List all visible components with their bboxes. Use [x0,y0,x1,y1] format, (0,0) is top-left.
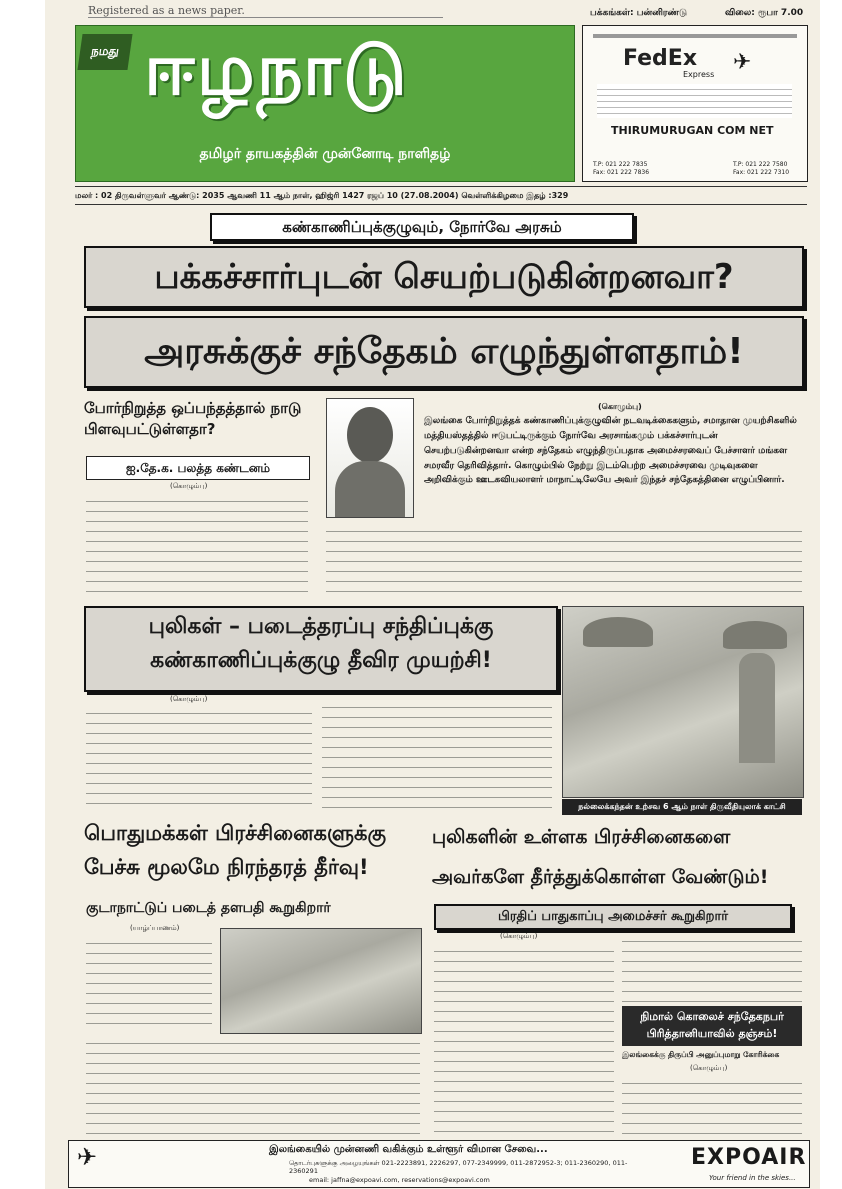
public-body-col1 [86,934,212,1030]
lead-body [326,522,802,594]
ad-contact: தொடர்புகளுக்கு அழையுங்கள் 021-2223891, 2226297, 077-2349999, 011-2872952-3; 011-2360290, 011-2360291 [289,1159,628,1176]
ad-text-lines [597,84,792,118]
tigers-dateline: (கொழும்பு) [170,695,208,703]
ceasefire-dateline: (கொழும்பு) [170,482,208,490]
temple-festival-photo [562,606,804,798]
page-count: பக்கங்கள்: பன்னிரண்டு [590,8,688,18]
expoair-brand: EXPOAIR [691,1145,807,1170]
photo-caption: நல்லைக்கந்தன் உற்சவ 6 ஆம் நாள் திருவீதியுலாக் காட்சி [562,799,802,815]
internal-headline-1: புலிகளின் உள்ளக பிரச்சினைகளை [432,826,731,848]
ad-fax: Fax: 021 222 7836 [593,169,650,176]
internal-dateline: (கொழும்பு) [500,932,538,940]
public-headline-2: பேச்சு மூலமே நிரந்தரத் தீர்வு! [84,855,369,879]
aircraft-icon: ✈ [77,1143,98,1171]
public-headline-1: பொதுமக்கள் பிரச்சினைகளுக்கு [84,821,386,845]
logo-prefix: நமது [77,34,132,70]
internal-subhead: பிரதிப் பாதுகாப்பு அமைச்சர் கூறுகிறார் [434,904,792,930]
ceasefire-subhead: ஐ.தே.க. பலத்த கண்டனம் [86,456,310,480]
public-body-bottom [86,1034,420,1134]
tigers-headline-1: புலிகள் – படைத்தரப்பு சந்திப்புக்கு [148,614,494,639]
nimal-headline-2: பிரித்தானியாவில் தஞ்சம்! [646,1027,778,1040]
lead-headline-2: அரசுக்குச் சந்தேகம் எழுந்துள்ளதாம்! [84,316,804,388]
ad-phone1: T.P: 021 222 7835 [593,161,648,168]
internal-body-col1 [434,942,614,1134]
lead-kicker: கண்காணிப்புக்குழுவும், நோர்வே அரசும் [210,213,634,241]
plane-icon: ✈ [733,50,752,75]
expoair-ad [68,1140,810,1188]
lead-dateline: (கொழும்பு) [598,402,642,411]
ad-company: THIRUMURUGAN COM NET [611,124,774,137]
nimal-dateline: (கொழும்பு) [690,1064,728,1072]
expoair-slogan: Your friend in the skies... [709,1174,796,1182]
nimal-headline-1: நிமால் கொலைச் சந்தேகநபர் [640,1010,784,1023]
tigers-headline-box [84,606,558,692]
commander-photo [220,928,422,1034]
ad-phone2: T.P: 021 222 7580 [733,161,788,168]
issue-dateline: மலர் : 02 திருவள்ளுவர் ஆண்டு: 2035 ஆவணி 11 ஆம் நாள், ஹிஜ்ரி 1427 ரஜப் 10 (27.08.2004) வெள்ளிக்கிழமை இதழ் :329 [75,186,807,205]
logo-title: ஈழநாடு [144,26,409,111]
fedex-ad [582,25,808,182]
ceasefire-headline: போர்நிறுத்த ஒப்பந்தத்தால் நாடு பிளவுபட்டுள்ளதா? [84,399,302,438]
tagline: தமிழர் தாயகத்தின் முன்னோடி நாளிதழ் [199,146,451,162]
fedex-sub: Express [683,70,715,79]
masthead-banner [75,25,575,182]
public-dateline: (யாழ்ப்பாணம்) [130,924,180,932]
nimal-headline-box [622,1006,802,1046]
public-subhead: குடாநாட்டுப் படைத் தளபதி கூறுகிறார் [86,900,331,916]
ad-fax2: Fax: 021 222 7310 [733,169,790,176]
internal-headline-2: அவர்களே தீர்த்துக்கொள்ள வேண்டும்! [432,866,769,888]
ad-title: இலங்கையில் முன்னணி வகிக்கும் உள்ளூர் விமான சேவை... [269,1144,548,1155]
registration-note: Registered as a news paper. [88,4,245,17]
ad-email: email: jaffna@expoavi.com, reservations@expoavi.com [309,1176,490,1184]
nimal-body [622,1074,802,1134]
photo-deity [739,653,775,763]
minister-photo [326,398,414,518]
tigers-headline-2: கண்காணிப்புக்குழு தீவிர முயற்சி! [150,648,492,673]
tigers-body-col2 [322,698,552,808]
photo-head [347,407,393,463]
ad-rule [593,34,797,38]
fedex-logo: FedEx [623,46,698,71]
tigers-body-col1 [86,704,312,808]
price: விலை: ரூபா 7.00 [725,8,804,18]
photo-umbrella-right [723,621,787,649]
lead-headline-1: பக்கச்சார்புடன் செயற்படுகின்றனவா? [84,246,804,308]
ceasefire-body [86,492,308,592]
photo-umbrella-left [583,617,653,647]
top-rule [88,17,443,18]
lead-intro: இலங்கை போர்நிறுத்தக் கண்காணிப்புக்குழுவின் நடவடிக்கைகளும், சமாதான முயற்சிகளில் மத்தியஸ்தத்தில் ஈடுபட்டிருக்கும் நோர்வே அரசாங்கமும் பக்கச்சார்புடன் செயற்படுகின்றனவா என்ற சந்தேகம் எழுந்திருப்பதாக அமைச்சரவைப் பேச்சாளர் மங்கள சமரவீர தெரிவித்தார். கொழும்பில் நேற்று இடம்பெற்ற அமைச்சரவை முடிவுகளை அறிவிக்கும் ஊடகவியலாளர் மாநாட்டிலேயே அவர் இந்தச் சந்தேகத்தினை எழுப்பினார். [424,416,797,486]
photo-shoulders [335,461,405,517]
nimal-subhead: இலங்கைக்கு திருப்பி அனுப்புமாறு கோரிக்கை [622,1050,780,1059]
internal-body-col2 [622,932,802,1002]
